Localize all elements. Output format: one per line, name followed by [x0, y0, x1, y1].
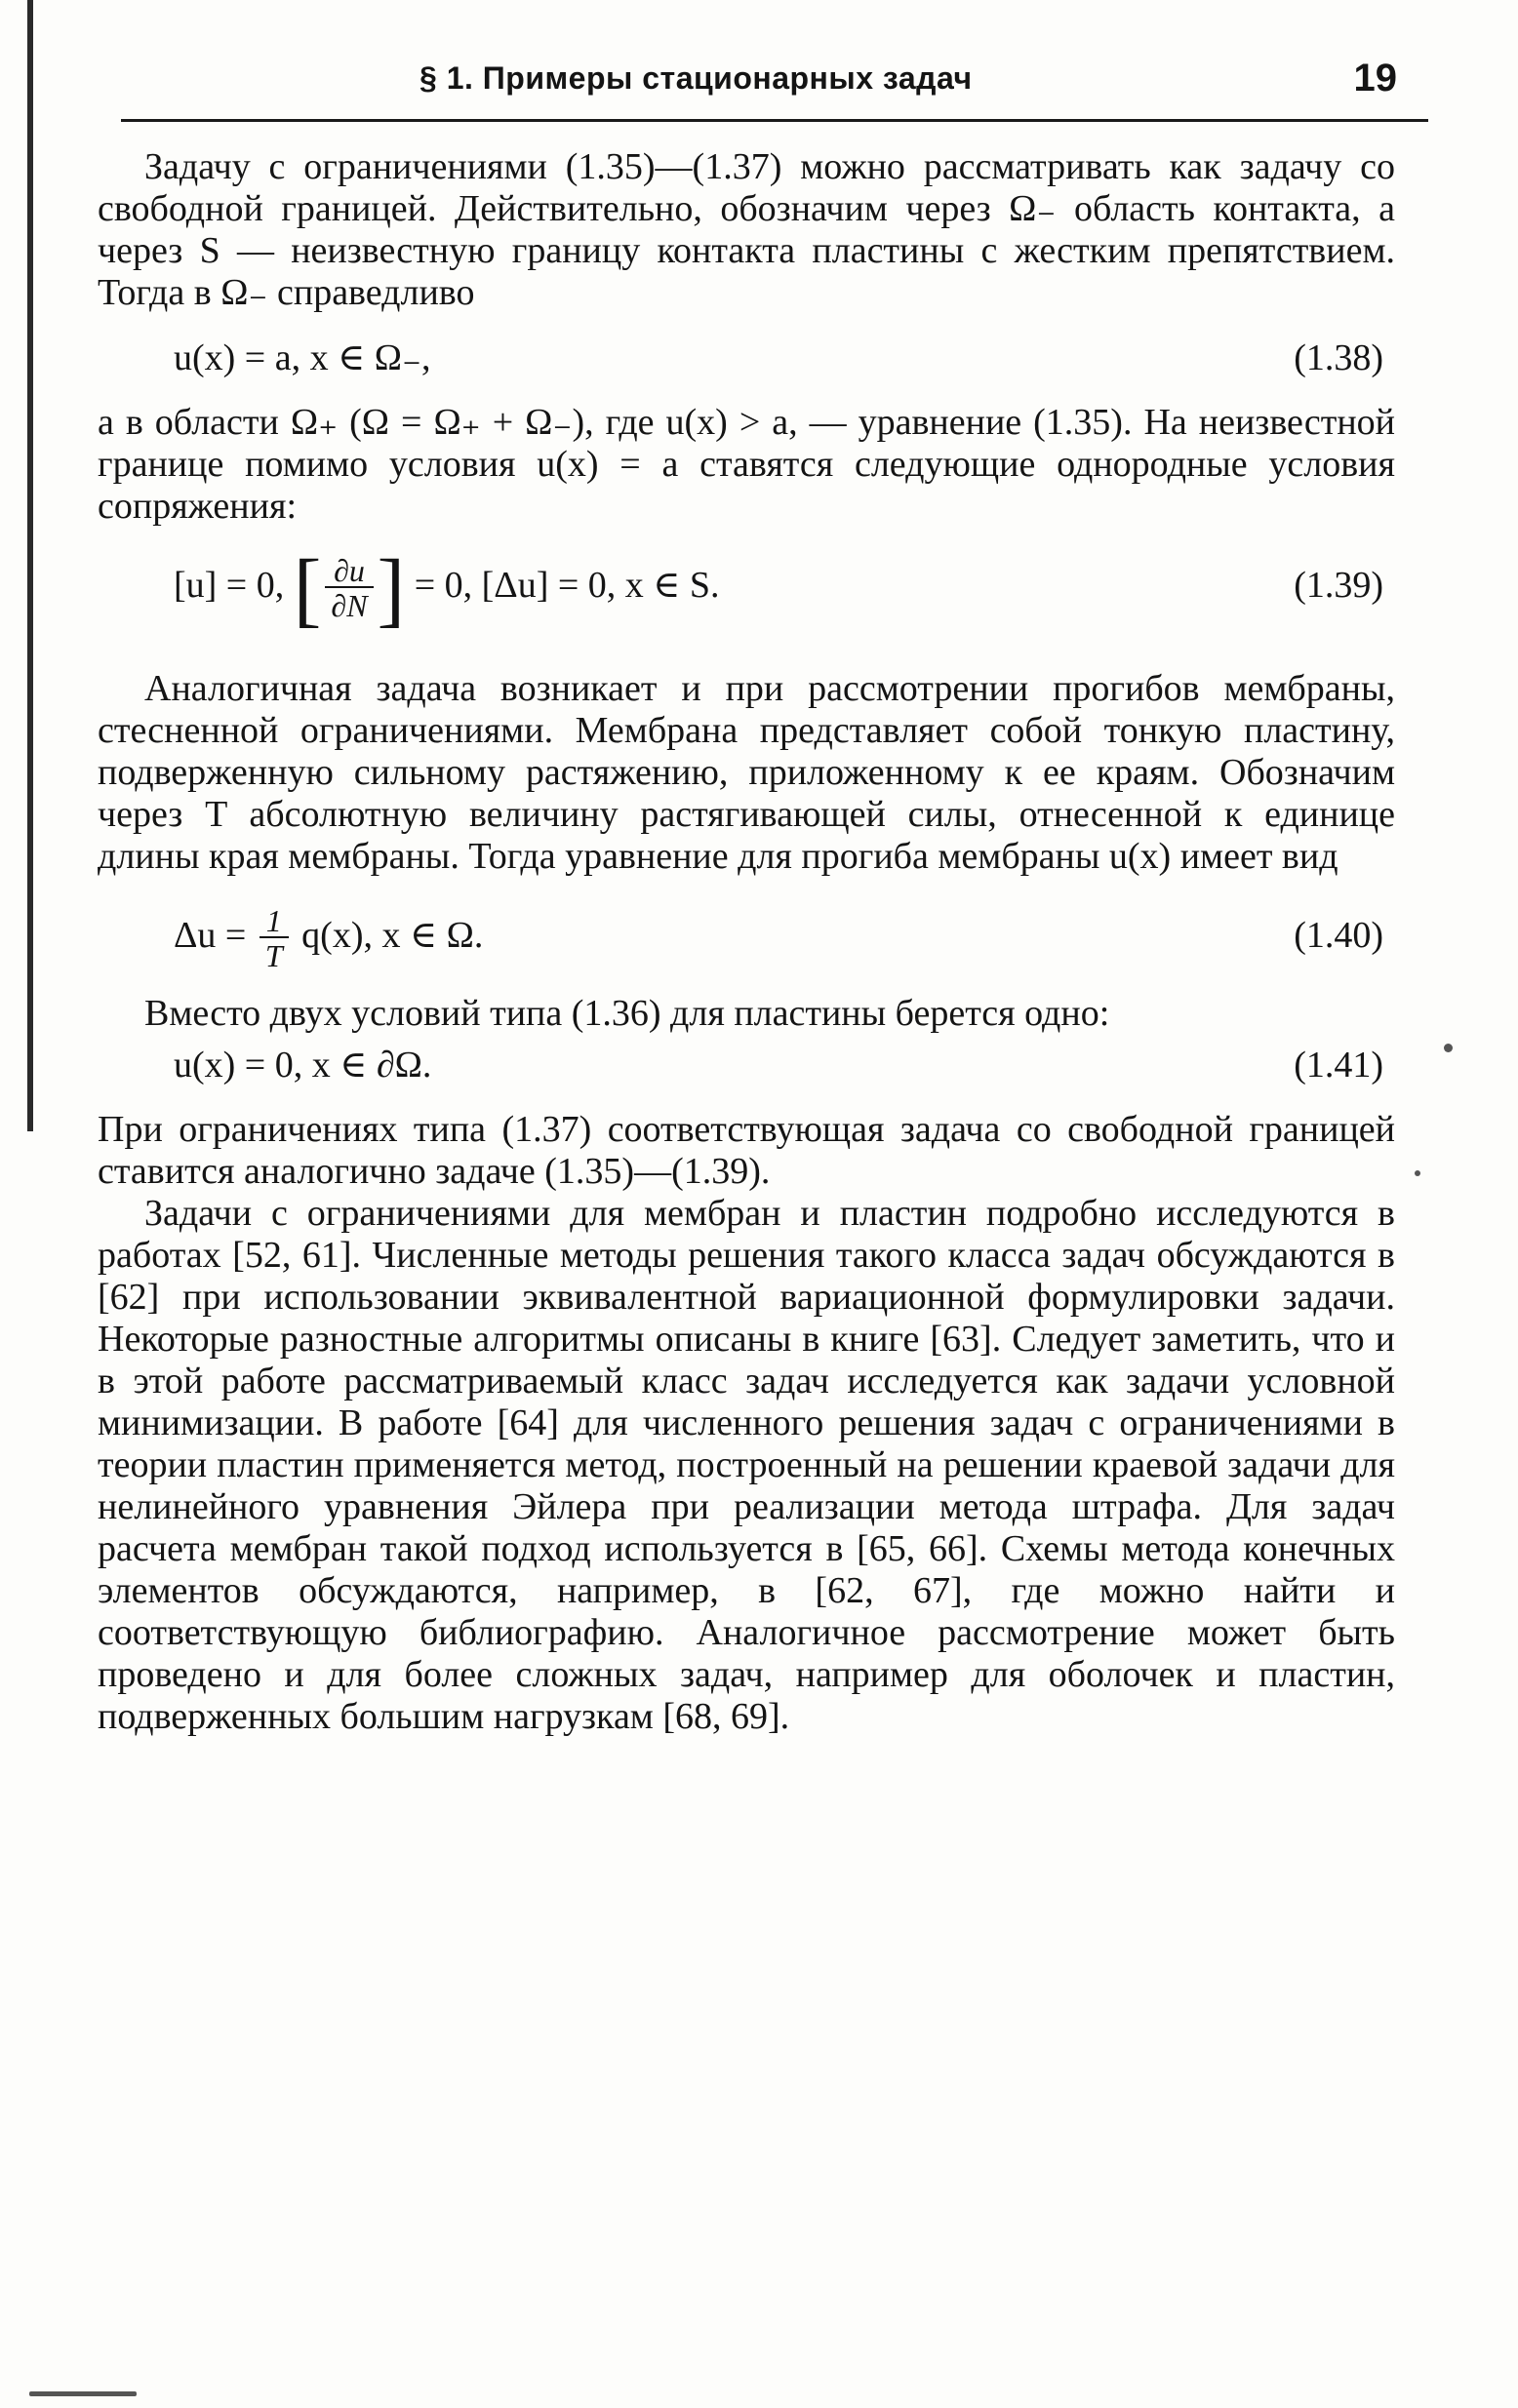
fraction-numerator: 1 [265, 903, 282, 939]
equation-1-38 [98, 328, 1395, 388]
paragraph-contact-conditions: а в области Ω₊ (Ω = Ω₊ + Ω₋), где u(x) > a, — уравнение (1.35). На неизвестной границе помимо условия u(x) = a ставятся следующие однородные условия сопряжения: [98, 402, 1395, 527]
fraction-denominator: ∂N [325, 586, 373, 621]
equation-number: (1.38) [1294, 337, 1383, 378]
equation-rhs: q(x), x ∈ Ω. [301, 915, 484, 956]
print-speck [29, 2391, 137, 2396]
left-bracket: [ [293, 541, 322, 636]
page-body [98, 146, 1395, 1738]
fraction-numerator: ∂u [334, 553, 365, 589]
equation-formula [174, 878, 483, 993]
equation-number: (1.41) [1294, 1045, 1383, 1086]
equation-formula [174, 528, 720, 643]
equation-formula: u(x) = 0, x ∈ ∂Ω. [174, 1045, 432, 1086]
fraction [325, 553, 373, 624]
paragraph-membrane: Аналогичная задача возникает и при рассмотрении прогибов мембраны, стесненной ограничениями. Мембрана представляет собой тонкую пластину, подверженную сильному растяжению, приложенному к ее краям. Обозначим через T абсолютную величину растягивающей силы, отнесенной к единице длины края мембраны. Тогда уравнение для прогиба мембраны u(x) имеет вид [98, 668, 1395, 877]
equation-1-39 [98, 528, 1395, 643]
equation-part: [u] = 0, [174, 565, 285, 606]
equation-1-41 [98, 1035, 1395, 1095]
equation-part: = 0, [Δu] = 0, x ∈ S. [414, 565, 720, 606]
right-bracket: ] [377, 541, 406, 636]
paragraph-analogous-problem: При ограничениях типа (1.37) соответствующая задача со свободной границей ставится аналогично задаче (1.35)—(1.39). [98, 1109, 1395, 1192]
section-title: § 1. Примеры стационарных задач [419, 60, 973, 96]
paragraph-literature: Задачи с ограничениями для мембран и пластин подробно исследуются в работах [52, 61]. Численные методы решения такого класса задач обсуждаются в [62] при использовании эквивалентной вариационной формулировки задачи. Некоторые разностные алгоритмы описаны в книге [63]. Следует заметить, что и в этой работе рассматриваемый класс задач исследуется как задачи условной минимизации. В работе [64] для численного решения задач с ограничениями в теории пластин применяется метод, построенный на решении краевой задачи для нелинейного уравнения Эйлера при реализации метода штрафа. Для задач расчета мембран такой подход используется в [65, 66]. Схемы метода конечных элементов обсуждаются, например, в [62, 67], где можно найти и соответствующую библиографию. Аналогичное рассмотрение может быть проведено и для более сложных задач, например для оболочек и пластин, подверженных большим нагрузкам [68, 69]. [98, 1193, 1395, 1737]
header-rule [121, 119, 1428, 122]
paragraph-free-boundary: Задачу с ограничениями (1.35)—(1.37) можно рассматривать как задачу со свободной границей. Действительно, обозначим через Ω₋ область контакта, а через S — неизвестную границу контакта пластины с жестким препятствием. Тогда в Ω₋ справедливо [98, 146, 1395, 313]
fraction [260, 903, 289, 974]
equation-number: (1.39) [1294, 565, 1383, 606]
print-speck [1444, 1044, 1453, 1052]
equation-lhs: Δu = [174, 915, 247, 956]
equation-formula: u(x) = a, x ∈ Ω₋, [174, 337, 431, 378]
paragraph-one-condition: Вместо двух условий типа (1.36) для пластины берется одно: [144, 993, 1110, 1034]
equation-number: (1.40) [1294, 915, 1383, 956]
running-header [127, 57, 1424, 127]
page-edge-shadow [27, 0, 33, 1131]
equation-1-40 [98, 878, 1395, 993]
print-speck [1415, 1170, 1420, 1176]
page-number: 19 [1353, 57, 1397, 99]
fraction-denominator: T [260, 936, 289, 971]
